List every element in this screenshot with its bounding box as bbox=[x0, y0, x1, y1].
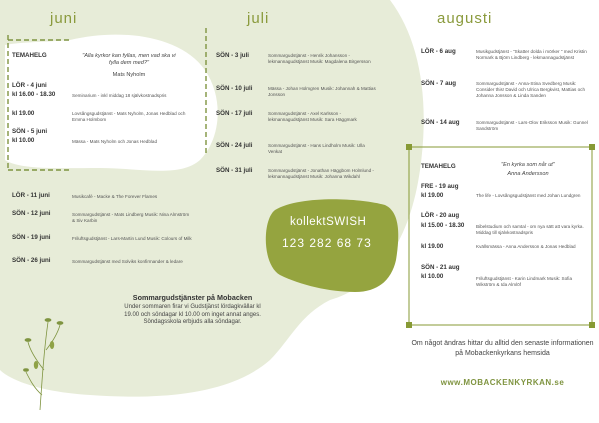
juni-temahelg-label: TEMAHELG bbox=[12, 52, 47, 59]
juni-event-text: Lovsångsgudstjänst - Mats Nyholm, Jonas Hedblad och Emma Holmbom bbox=[72, 111, 186, 122]
augusti-event-date: LÖR - 6 aug bbox=[421, 48, 456, 55]
month-juni: juni bbox=[50, 10, 78, 27]
juni-event-date: LÖR - 11 juni bbox=[12, 192, 50, 199]
augusti-box-time: kl 19.00 bbox=[421, 192, 444, 199]
augusti-event-text: Musikgudstjänst - "Skatter dolda i mörker " med Kristin Normark & Björn Lindberg - lekmannagudstjänst bbox=[476, 49, 587, 60]
augusti-box-time: kl 10.00 bbox=[421, 273, 444, 280]
summer-body: Under sommaren firar vi Gudstjänst lördagkvällar kl 19.00 och söndagar kl 10.00 om inget annat anges. Söndagsskola erbjuds alla söndagar. bbox=[124, 304, 261, 325]
footer-notice: Om något ändras hittar du alltid den senaste informationen på Mobackenkyrkans hemsida bbox=[411, 340, 594, 357]
juni-event-date: SÖN - 26 juni bbox=[12, 257, 51, 264]
juni-event-text: Sommargudstjänst med Solviks konfirmander & ledare bbox=[72, 259, 183, 264]
juli-event-date: SÖN - 10 juli bbox=[216, 85, 253, 92]
juni-event-text: Sommargudstjänst - Mats Lindberg Musik: Nina Almström & Siv Karbin bbox=[72, 212, 190, 223]
augusti-quote-author: Anna Andersson bbox=[507, 171, 549, 177]
juli-event-date: SÖN - 24 juli bbox=[216, 142, 253, 149]
juni-event-text: Friluftsgudstjänst - Lars-Martin Lund Musik: Colours of Milk bbox=[72, 236, 192, 241]
augusti-event-text: Sommargudstjänst - Anna-Stina Svedberg Musik: Consider this! David och Ulrica Bergkvist, Mattias och Johanna Jonsson & Linda Sanden bbox=[476, 81, 586, 98]
juni-event-date: SÖN - 12 juni bbox=[12, 210, 51, 217]
juli-event-date: SÖN - 31 juli bbox=[216, 167, 253, 174]
juni-quote-author: Mats Nyholm bbox=[112, 72, 146, 78]
augusti-box-text: Kvällsmässa - Anna Andersson & Jonas Hedblad bbox=[476, 244, 576, 249]
juli-event-text: Sommargudstjänst - Hans Lindholm Musik: Ulla Venkat bbox=[268, 143, 365, 154]
augusti-box-date: FRE - 19 aug bbox=[421, 183, 459, 190]
footer-url-link[interactable]: www.MOBACKENKYRKAN.se bbox=[440, 378, 565, 387]
augusti-event-date: SÖN - 7 aug bbox=[421, 80, 457, 87]
juli-event-text: Sommargudstjänst - Jonathan Häggbom Holmlund - lekmannagudstjänst Musik: Johanna Wikdahl bbox=[268, 168, 374, 179]
juni-event-text: Musikcafé - Macke & The Forever Flames bbox=[72, 194, 158, 199]
juni-event-date: SÖN - 19 juni bbox=[12, 234, 51, 241]
month-augusti: augusti bbox=[437, 10, 493, 27]
swish-number: 123 282 68 73 bbox=[282, 236, 372, 250]
juni-event-time: kl 16.00 - 18.30 bbox=[12, 91, 56, 98]
juni-event-date: LÖR - 4 juni bbox=[12, 82, 47, 89]
augusti-quote: "En kyrka som når ut" bbox=[501, 162, 555, 168]
juni-event-text: Mässa - Mats Nyholm och Jonas Hedblad bbox=[72, 139, 158, 144]
juni-event-time: kl 10.00 bbox=[12, 137, 35, 144]
augusti-box-time: kl 15.00 - 18.30 bbox=[421, 222, 465, 229]
juni-event-date: kl 19.00 bbox=[12, 110, 35, 117]
augusti-box-date: SÖN - 21 aug bbox=[421, 264, 460, 271]
juli-event-date: SÖN - 17 juli bbox=[216, 110, 253, 117]
juli-event-date: SÖN - 3 juli bbox=[216, 52, 250, 59]
juli-event-text: Sommargudstjänst - Axel Karlsson - lekmannagudstjänst Musik: Sara Häggmark bbox=[268, 111, 357, 122]
juni-event-text: Seminarium - inkl middag 18 självkostnadspris bbox=[72, 93, 167, 98]
augusti-box-text: The life - Lovsångsgudstjänst med Johan Lundgren bbox=[476, 193, 581, 198]
augusti-box-text: Friluftsgudstjänst - Karin Lindmark Musik: Sofia Wikström & Ida Almlöf bbox=[476, 276, 572, 287]
augusti-box-text: Bibelstudium och samtal - om nya sätt att vara kyrka. Middag till självkostnadspris bbox=[476, 224, 584, 235]
augusti-temahelg-label: TEMAHELG bbox=[421, 163, 456, 170]
augusti-event-text: Sommargudstjänst - Lars-Olov Eriksson Musik: Gunnel Sandström bbox=[476, 120, 588, 131]
juli-event-text: Sommargudstjänst - Henrik Johansson - lekmannagudstjänst Musik: Magdalena Birgersson bbox=[268, 53, 371, 64]
augusti-box-date: LÖR - 20 aug bbox=[421, 212, 460, 219]
augusti-box-date: kl 19.00 bbox=[421, 243, 444, 250]
juni-event-date: SÖN - 5 juni bbox=[12, 128, 48, 135]
augusti-event-date: SÖN - 14 aug bbox=[421, 119, 460, 126]
summer-title: Sommargudstjänster på Mobacken bbox=[132, 293, 253, 302]
swish-label: kollektSWISH bbox=[290, 216, 367, 228]
juni-quote: "Alla kyrkor kan fyllas, men vad ska vi fylla dem med?" bbox=[82, 53, 176, 66]
month-juli: juli bbox=[247, 10, 270, 27]
juli-event-text: Mässa - Johan Holmgren Musik: Johannah & Mattias Jonsson bbox=[268, 86, 376, 97]
